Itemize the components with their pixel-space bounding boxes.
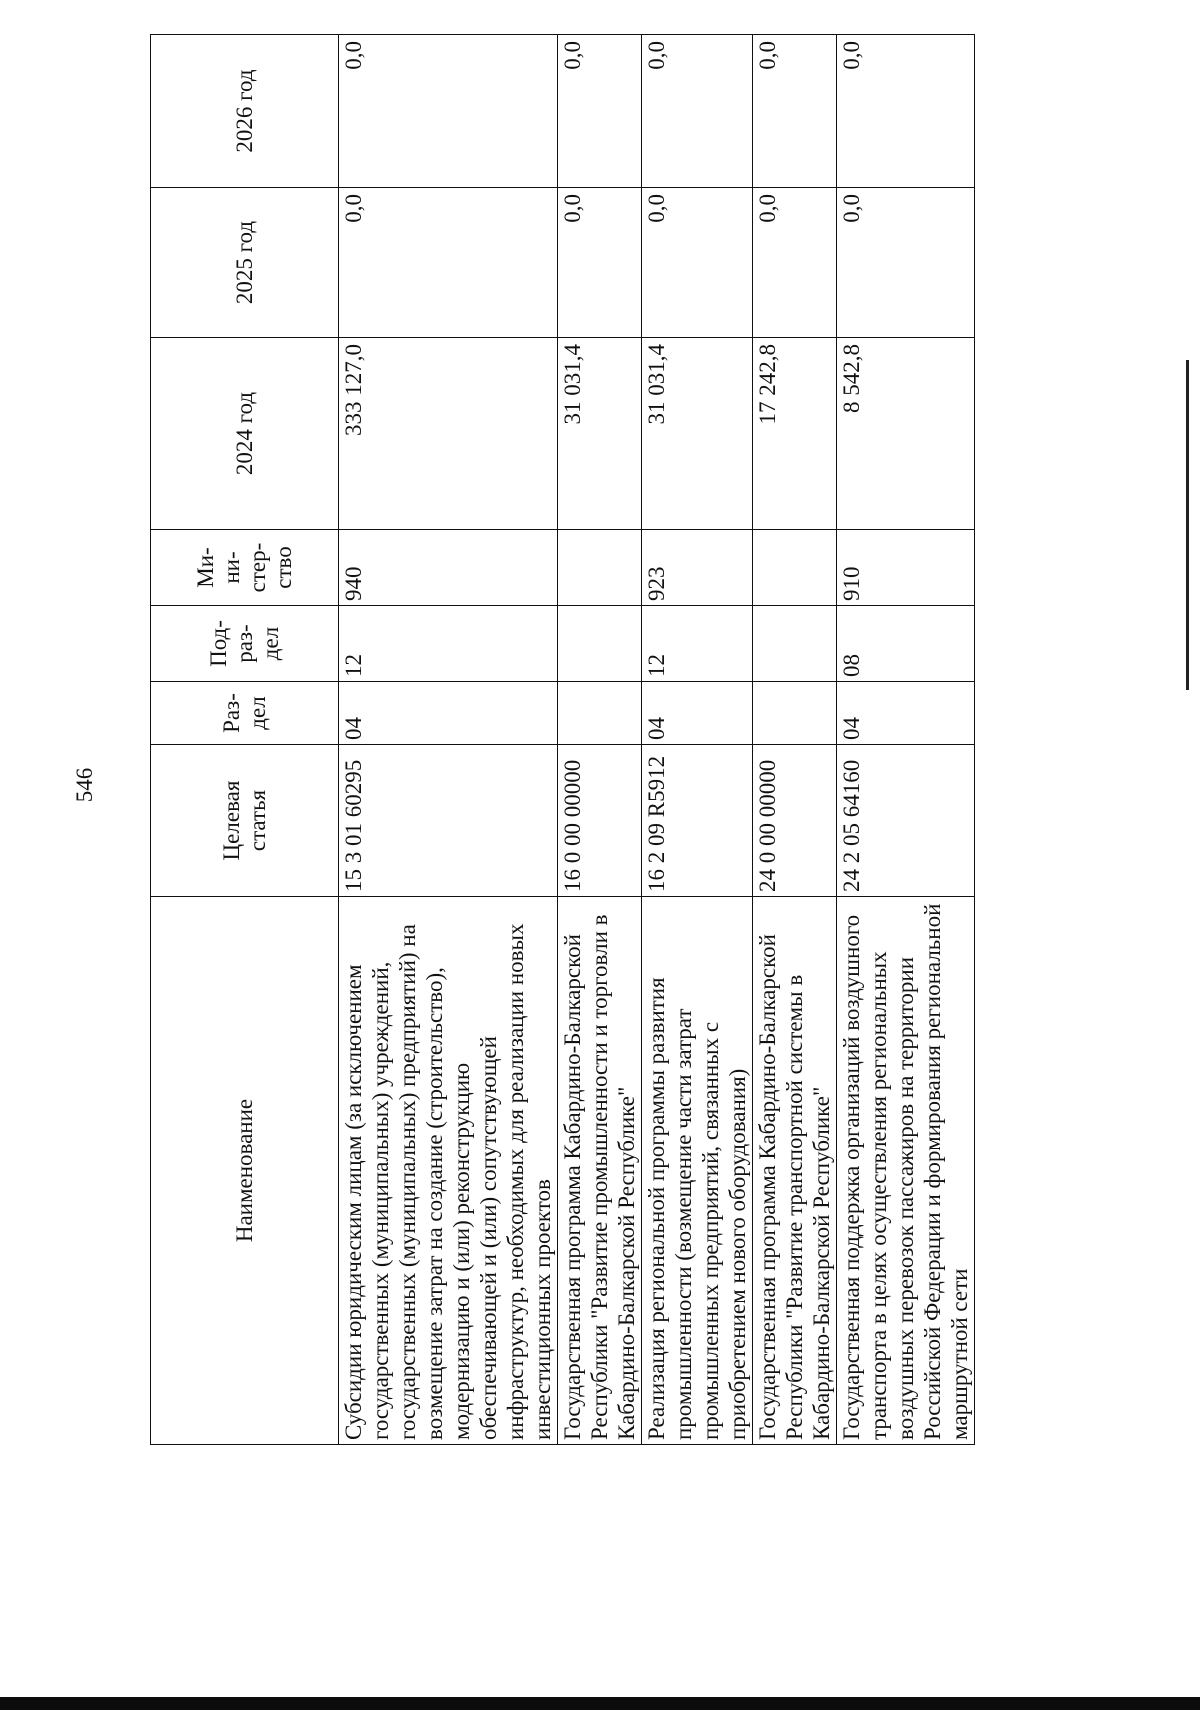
page-number: 546 (72, 767, 97, 803)
row-2026: 0,0 (339, 35, 558, 188)
table-row (558, 35, 642, 1445)
row-target-article: 24 2 05 64160 (837, 745, 975, 897)
row-subsection: 12 (642, 606, 753, 682)
row-2025: 0,0 (753, 188, 837, 338)
row-ministry: 923 (642, 530, 753, 606)
row-ministry (558, 530, 642, 606)
header-subsection: Под-раз-дел (151, 606, 339, 682)
row-section (558, 682, 642, 745)
scan-edge-line (1186, 360, 1189, 690)
row-2024: 333 127,0 (339, 338, 558, 530)
row-2025: 0,0 (837, 188, 975, 338)
row-target-article: 16 0 00 00000 (558, 745, 642, 897)
header-2026: 2026 год (151, 35, 339, 188)
row-ministry: 940 (339, 530, 558, 606)
header-2024: 2024 год (151, 338, 339, 530)
row-name: Реализация региональной программы развития промышленности (возмещение части затрат промышленных предприятий, связанных с приобретением нового оборудования) (642, 897, 753, 1445)
row-name: Государственная программа Кабардино-Балкарской Республики "Развитие промышленности и торговли в Кабардино-Балкарской Республике" (558, 897, 642, 1445)
row-2025: 0,0 (558, 188, 642, 338)
row-2025: 0,0 (339, 188, 558, 338)
row-2025: 0,0 (642, 188, 753, 338)
row-section (753, 682, 837, 745)
row-2024: 8 542,8 (837, 338, 975, 530)
row-subsection (558, 606, 642, 682)
row-name: Государственная поддержка организаций воздушного транспорта в целях осуществления региональных воздушных перевозок пассажиров на территории Российской Федерации и формирования региональной маршрутной сети (837, 897, 975, 1445)
scan-bottom-band (0, 1697, 1200, 1710)
row-2026: 0,0 (642, 35, 753, 188)
row-2024: 17 242,8 (753, 338, 837, 530)
row-subsection: 12 (339, 606, 558, 682)
row-ministry (753, 530, 837, 606)
row-section: 04 (339, 682, 558, 745)
budget-table (150, 34, 975, 1445)
row-2024: 31 031,4 (558, 338, 642, 530)
table-row (339, 35, 558, 1445)
header-ministry: Ми-ни-стер-ство (151, 530, 339, 606)
table-row (753, 35, 837, 1445)
row-name: Субсидии юридическим лицам (за исключением государственных (муниципальных) учреждений, государственных (муниципальных) предприятий) на возмещение затрат на создание (строительство), модернизацию и (или) реконструкцию обеспечивающей и (или) сопутствующей инфраструктур, необходимых для реализации новых инвестиционных проектов (339, 897, 558, 1445)
row-ministry: 910 (837, 530, 975, 606)
header-section: Раз-дел (151, 682, 339, 745)
row-name: Государственная программа Кабардино-Балкарской Республики "Развитие транспортной системы в Кабардино-Балкарской Республике" (753, 897, 837, 1445)
row-2026: 0,0 (837, 35, 975, 188)
row-2026: 0,0 (753, 35, 837, 188)
row-target-article: 16 2 09 R5912 (642, 745, 753, 897)
table-header-row (151, 35, 339, 1445)
row-section: 04 (642, 682, 753, 745)
table-row (837, 35, 975, 1445)
header-target-article: Целевая статья (151, 745, 339, 897)
row-section: 04 (837, 682, 975, 745)
header-2025: 2025 год (151, 188, 339, 338)
row-2026: 0,0 (558, 35, 642, 188)
row-subsection (753, 606, 837, 682)
row-subsection: 08 (837, 606, 975, 682)
row-target-article: 24 0 00 00000 (753, 745, 837, 897)
table-row (642, 35, 753, 1445)
row-target-article: 15 3 01 60295 (339, 745, 558, 897)
row-2024: 31 031,4 (642, 338, 753, 530)
header-name: Наименование (151, 897, 339, 1445)
